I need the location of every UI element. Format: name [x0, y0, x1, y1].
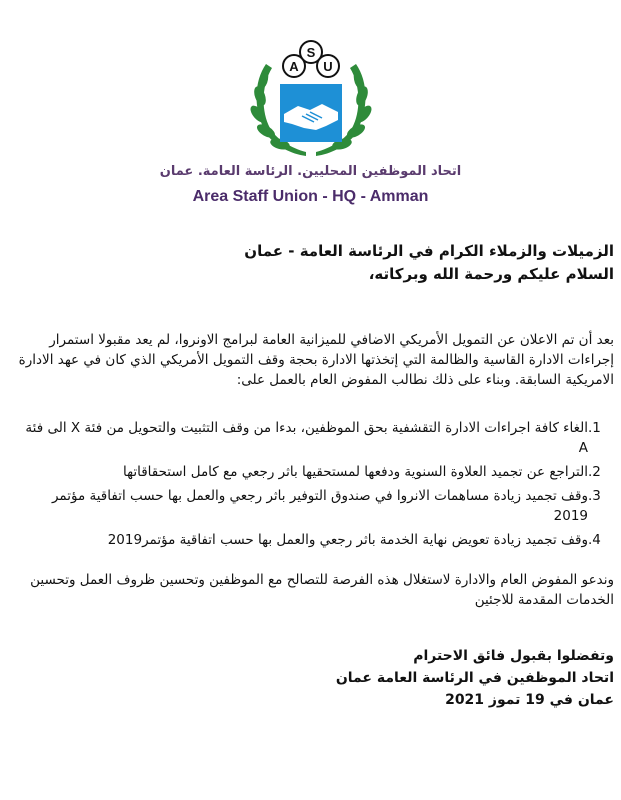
demands-list: [18, 418, 614, 554]
org-name-english: Area Staff Union - HQ - Amman: [192, 188, 429, 205]
signature-org: اتحاد الموظفين في الرئاسة العامة عمان: [335, 670, 614, 686]
list-item-number: 3.: [588, 488, 601, 504]
logo-letter-u: U: [323, 59, 333, 74]
list-item: [18, 462, 614, 482]
list-item-number: 4.: [588, 532, 601, 548]
list-item-number: 1.: [588, 420, 601, 436]
org-name-arabic: اتحاد الموظفين المحليين. الرئاسة العامة. عمان: [159, 164, 462, 179]
list-item-text: الغاء كافة اجراءات الادارة التقشفية بحق الموظفين، بدءا من وقف التثبيت والتحويل من فئة X الى فئة A: [25, 420, 588, 456]
union-logo: [0, 36, 621, 176]
list-item: [18, 530, 614, 550]
list-item-number: 2.: [588, 464, 601, 480]
list-item: [18, 486, 614, 526]
regards-line: وتفضلوا بقبول فائق الاحترام: [413, 648, 614, 664]
list-item-text: التراجع عن تجميد العلاوة السنوية ودفعها لمستحقيها باثر رجعي مع كامل استحقاقاتها: [122, 464, 588, 480]
greeting-line-1: الزميلات والزملاء الكرام في الرئاسة العامة - عمان: [244, 242, 614, 260]
logo-emblem: [236, 36, 386, 166]
greeting-line-2: السلام عليكم ورحمة الله وبركاته،: [368, 265, 614, 283]
signature-date: عمان في 19 تموز 2021: [445, 692, 614, 708]
list-item-text: وقف تجميد زيادة تعويض نهاية الخدمة باثر رجعي والعمل بها حسب اتفاقية مؤتمر2019: [107, 532, 588, 548]
closing-paragraph: وندعو المفوض العام والادارة لاستغلال هذه الفرصة للتصالح مع الموظفين وتحسين ظروف العمل وتحسين الخدمات المقدمة للاجئين: [30, 572, 614, 608]
greeting: [18, 240, 614, 286]
list-item: [18, 418, 614, 458]
intro-paragraph: بعد أن تم الاعلان عن التمويل الأمريكي الاضافي للميزانية العامة لبرامج الاونروا، لم يعد مقبولا استمرار إجراءات الادارة القاسية والظالمة التي إتخذتها الادارة بحجة وقف التمويل الأمريكي الذي كان في عهد الادارة الامريكية السابقة. وبناء على ذلك نطالب المفوض العام بالعمل على:: [18, 332, 614, 388]
logo-letter-a: A: [289, 59, 299, 74]
list-item-text: وقف تجميد زيادة مساهمات الانروا في صندوق التوفير باثر رجعي والعمل بها حسب اتفاقية مؤتمر 2019: [51, 488, 588, 524]
logo-letter-s: S: [306, 45, 316, 60]
signature-block: [18, 645, 614, 711]
